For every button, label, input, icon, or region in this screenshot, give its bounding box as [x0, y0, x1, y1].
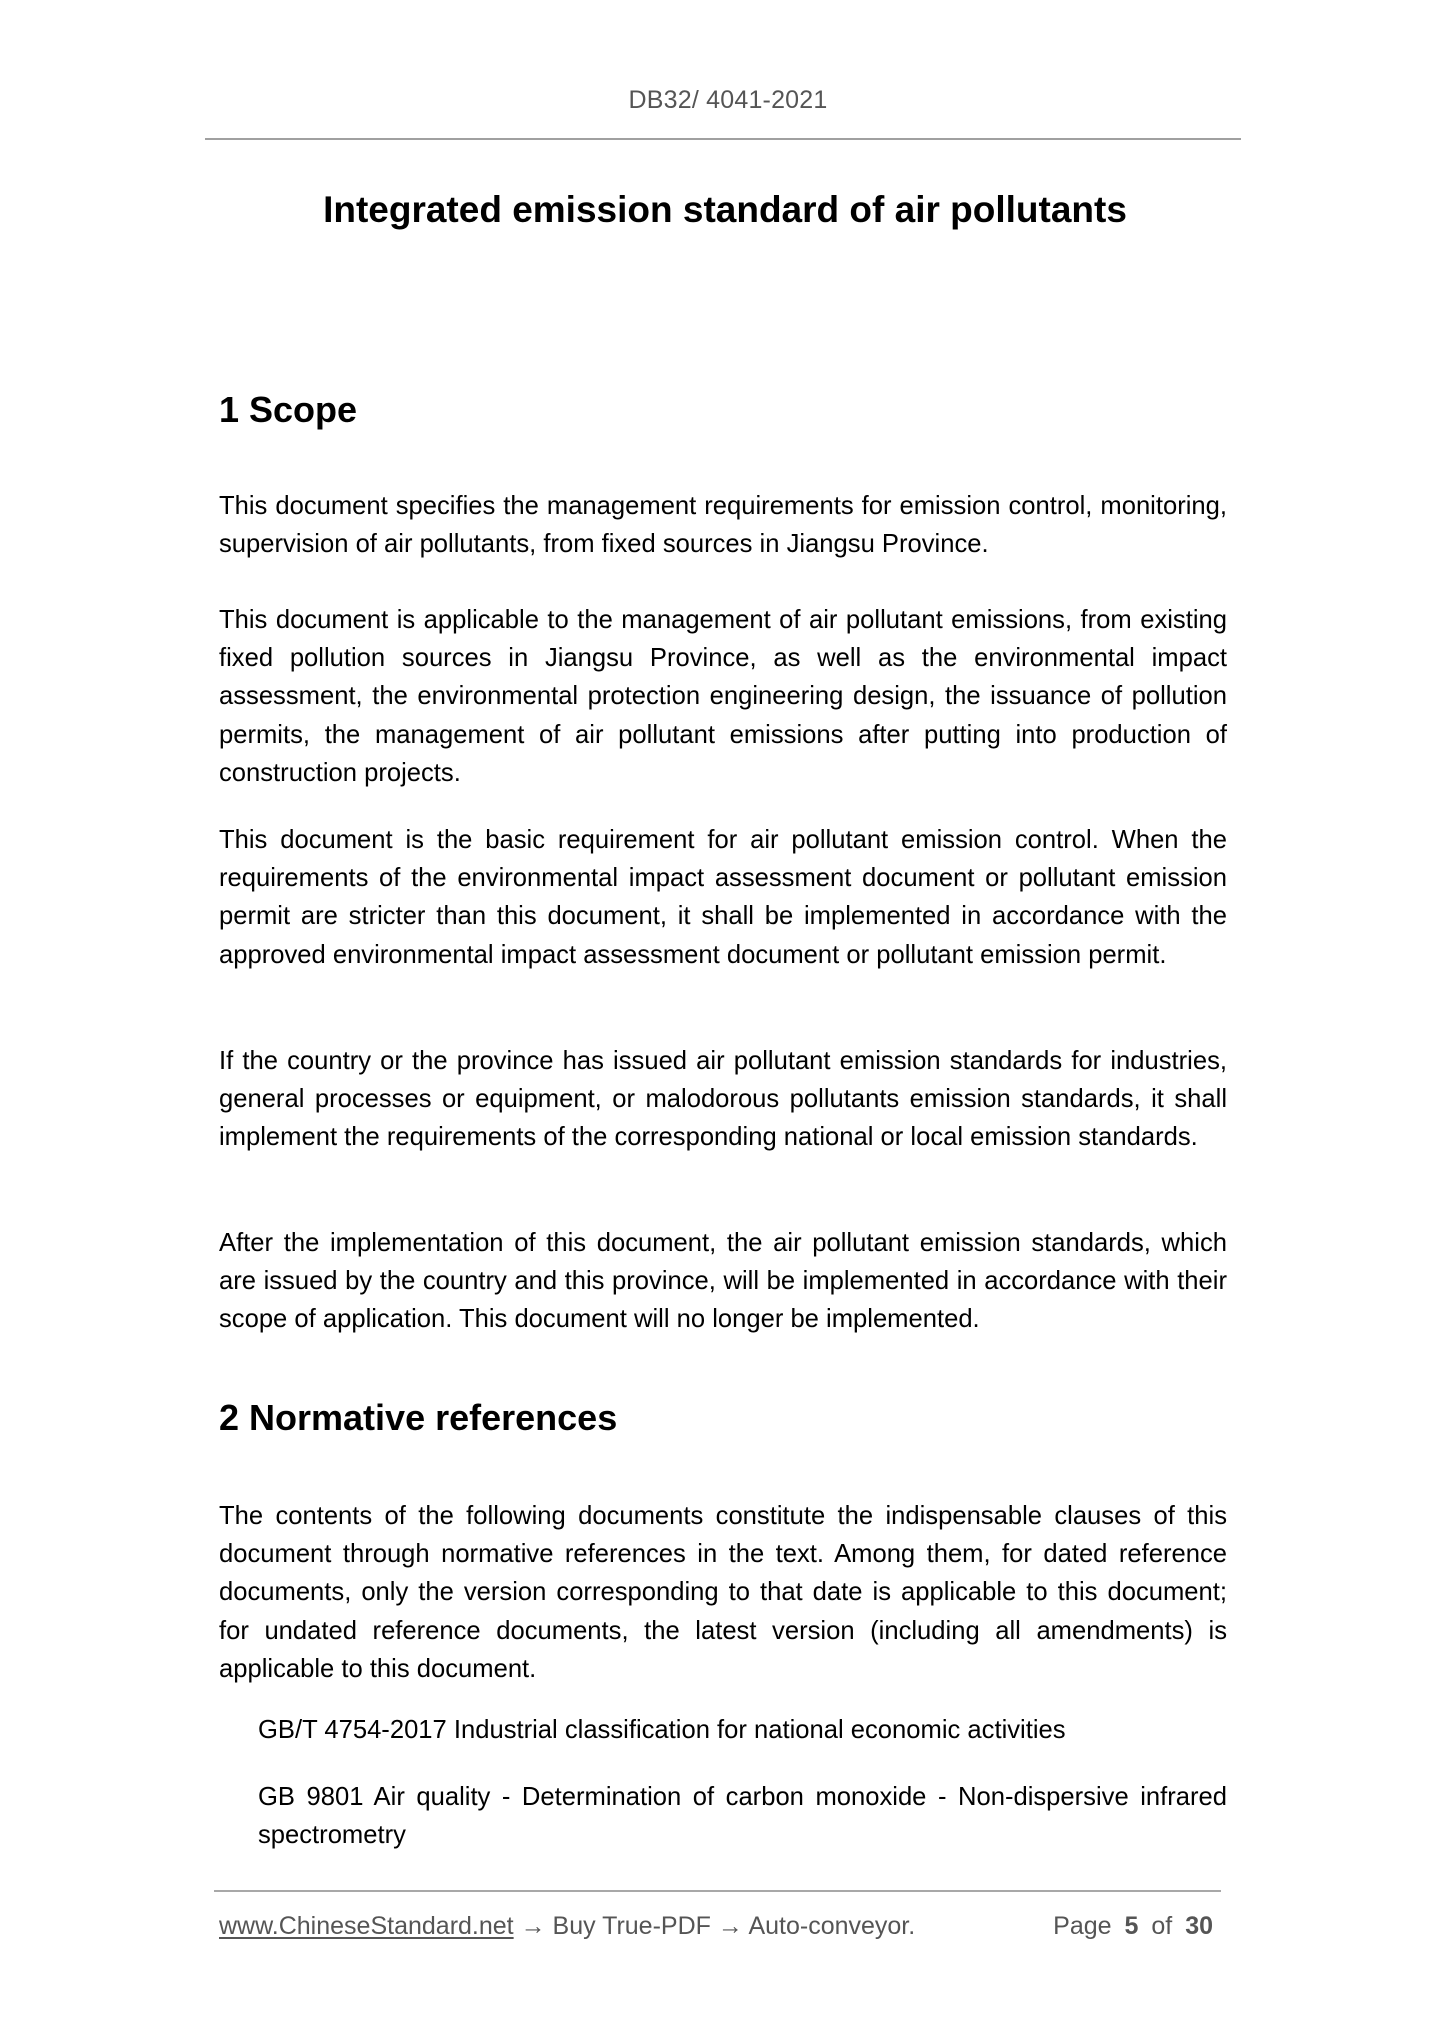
footer-website-link[interactable]: www.ChineseStandard.net — [219, 1912, 514, 1940]
arrow-right-icon: → — [520, 1912, 546, 1940]
page-header — [0, 86, 1445, 115]
scope-paragraph-4: If the country or the province has issued air pollutant emission standards for industries, general processes or equipment, or malodorous pollutants emission standards, it shall implement the requirements of the corresponding national or local emission standards. — [219, 1047, 1227, 1152]
page-of-label: of — [1151, 1912, 1173, 1940]
footer-auto-conveyor-text: Auto-conveyor. — [748, 1912, 916, 1940]
scope-paragraph-5: After the implementation of this document, the air pollutant emission standards, which are issued by the country and this province, will be implemented in accordance with their scope of application. This document will no longer be implemented. — [219, 1229, 1227, 1334]
scope-paragraph-2: This document is applicable to the management of air pollutant emissions, from existing fixed pollution sources in Jiangsu Province, as well as the environmental impact assessment, the environmental protection engineering design, the issuance of pollution permits, the management of air pollutant emissions after putting into production of construction projects. — [219, 606, 1227, 787]
scope-paragraph-3: This document is the basic requirement for air pollutant emission control. When the requirements of the environmental impact assessment document or pollutant emission permit are stricter than this document, it shall be implemented in accordance with the approved environmental impact assessment document or pollutant emission permit. — [219, 826, 1227, 969]
arrow-right-icon: → — [717, 1912, 743, 1940]
section-heading-scope: 1 Scope — [219, 389, 358, 430]
page-label: Page — [1053, 1912, 1112, 1940]
document-title: Integrated emission standard of air pollutants — [323, 189, 1127, 230]
footer-rule — [214, 1890, 1221, 1892]
normative-references-paragraph: The contents of the following documents constitute the indispensable clauses of this document through normative references in the text. Among them, for dated reference documents, only the version corresponding to that date is applicable to this document; for undated reference documents, the latest version (including all amendments) is applicable to this document. — [219, 1502, 1227, 1683]
scope-paragraph-1: This document specifies the management requirements for emission control, monitoring, supervision of air pollutants, from fixed sources in Jiangsu Province. — [219, 492, 1227, 559]
page-indicator — [1053, 1911, 1213, 1941]
document-code: DB32/ 4041-2021 — [628, 86, 828, 114]
header-rule — [205, 138, 1241, 140]
page-current: 5 — [1124, 1912, 1139, 1940]
page-total: 30 — [1185, 1912, 1213, 1940]
page-footer — [219, 1911, 1219, 1941]
reference-item: GB/T 4754-2017 Industrial classification for national economic activities — [258, 1716, 1066, 1744]
footer-buy-pdf-text: Buy True-PDF — [552, 1912, 711, 1940]
reference-item: GB 9801 Air quality - Determination of carbon monoxide - Non-dispersive infrared spectrometry — [258, 1783, 1227, 1850]
section-heading-normative-references: 2 Normative references — [219, 1397, 618, 1438]
